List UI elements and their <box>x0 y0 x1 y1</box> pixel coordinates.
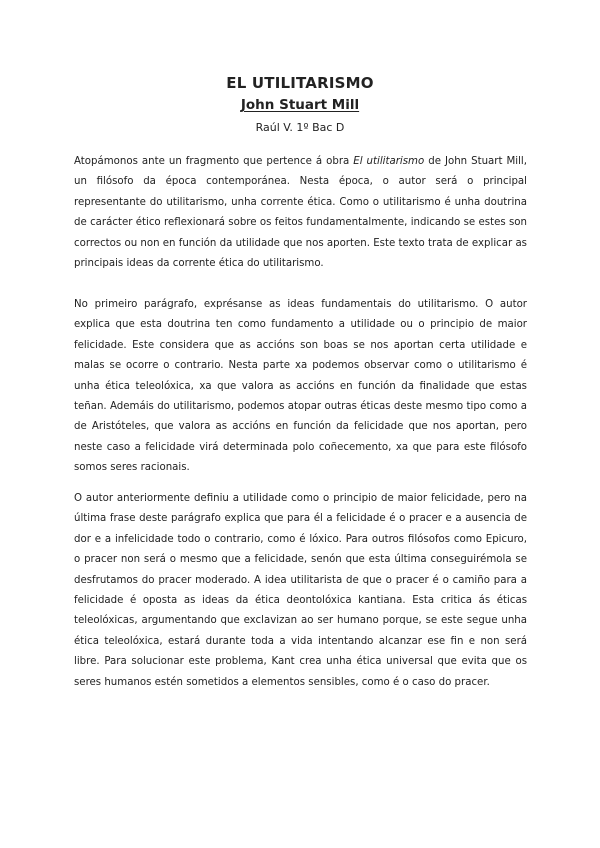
student-info: Raúl V. 1º Bac D <box>255 121 345 134</box>
paragraph-3: O autor anteriormente definiu a utilidade como o principio de maior felicidade, pero na última frase deste parágrafo explica que para él a felicidade é o pracer e a ausencia de dor e a infelicidade todo o contrario, como é lóxico. Para outros filósofos como Epicuro, o pracer non será o mesmo que a felicidade, senón que esta última conseguirémola se desfrutamos do pracer moderado. A idea utilitarista de que o pracer é o camiño para a felicidade é oposta as ideas da ética deontolóxica kantiana. Esta critica ás éticas teleolóxicas, argumentando que exclavizan ao ser humano porque, se este segue unha ética teleolóxica, estará durante toda a vida intentando alcanzar ese fin e non será libre. Para solucionar este problema, Kant crea unha ética universal que evita que os seres humanos estén sometidos a elementos sensibles, como é o caso do pracer. <box>74 493 527 688</box>
paragraph-1-text-start: Atopámonos ante un fragmento que pertence á obra <box>74 156 354 167</box>
paragraph-introduction <box>74 152 527 274</box>
document-author: John Stuart Mill <box>240 97 360 113</box>
book-title-italic: El utilitarismo <box>353 156 425 167</box>
paragraph-2: No primeiro parágrafo, exprésanse as ideas fundamentais do utilitarismo. O autor explica que esta doutrina ten como fundamento a utilidade ou o principio de maior felicidade. Este considera que as accións son boas se nos aportan certa utilidade e malas se ocorre o contrario. Nesta parte xa podemos observar como o utilitarismo é unha ética teleolóxica, xa que valora as accións en función da finalidade que estas teñan. Ademáis do utilitarismo, podemos atopar outras éticas deste mesmo tipo como a de Aristóteles, que valora as accións en función da felicidade que nos aportan, pero neste caso a felicidade virá determinada polo coñecemento, xa que para este filósofo somos seres racionais. <box>74 299 527 474</box>
paragraph-1-text-end: de John Stuart Mill, un filósofo da época contemporánea. Nesta época, o autor será o principal representante do utilitarismo, unha corrente ética. Como o utilitarismo é unha doutrina de carácter ético reflexionará sobre os feitos fundamentalmente, indicando se estes son correctos ou non en función da utilidade que nos aporten. Este texto trata de explicar as principais ideas da corrente ética do utilitarismo. <box>74 156 528 270</box>
document-title: EL UTILITARISMO <box>226 74 374 92</box>
